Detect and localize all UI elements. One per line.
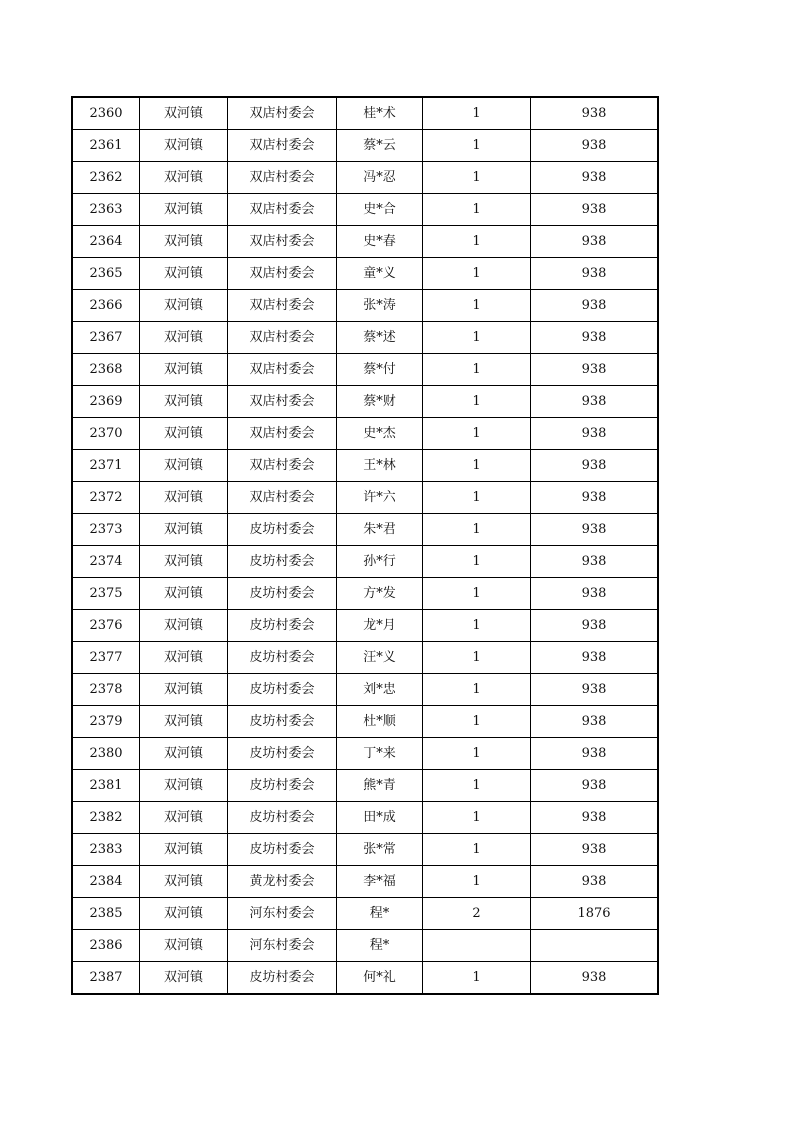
row-number-cell: 2379 [72,706,140,738]
village-committee-cell: 双店村委会 [228,194,337,226]
village-committee-cell: 河东村委会 [228,898,337,930]
village-committee-cell: 皮坊村委会 [228,706,337,738]
town-cell: 双河镇 [140,962,228,995]
table-row [72,674,658,706]
count-cell: 1 [423,482,531,514]
row-number-cell: 2383 [72,834,140,866]
person-name-cell: 蔡*财 [337,386,423,418]
row-number-cell: 2376 [72,610,140,642]
row-number-cell: 2373 [72,514,140,546]
count-cell: 1 [423,290,531,322]
count-cell: 1 [423,354,531,386]
row-number-cell: 2387 [72,962,140,995]
town-cell: 双河镇 [140,642,228,674]
village-committee-cell: 双店村委会 [228,354,337,386]
town-cell: 双河镇 [140,674,228,706]
amount-cell: 938 [531,514,659,546]
town-cell: 双河镇 [140,354,228,386]
table-row [72,322,658,354]
amount-cell: 938 [531,674,659,706]
town-cell: 双河镇 [140,194,228,226]
row-number-cell: 2368 [72,354,140,386]
town-cell: 双河镇 [140,130,228,162]
village-committee-cell: 双店村委会 [228,226,337,258]
person-name-cell: 王*林 [337,450,423,482]
count-cell: 1 [423,578,531,610]
row-number-cell: 2382 [72,802,140,834]
person-name-cell: 史*杰 [337,418,423,450]
count-cell: 1 [423,194,531,226]
count-cell: 1 [423,322,531,354]
village-committee-cell: 双店村委会 [228,258,337,290]
person-name-cell: 程* [337,898,423,930]
table-row [72,578,658,610]
table-row [72,834,658,866]
town-cell: 双河镇 [140,738,228,770]
person-name-cell: 史*春 [337,226,423,258]
row-number-cell: 2362 [72,162,140,194]
amount-cell [531,930,659,962]
table-row [72,354,658,386]
village-committee-cell: 皮坊村委会 [228,738,337,770]
town-cell: 双河镇 [140,322,228,354]
row-number-cell: 2375 [72,578,140,610]
town-cell: 双河镇 [140,450,228,482]
village-committee-cell: 皮坊村委会 [228,770,337,802]
row-number-cell: 2377 [72,642,140,674]
row-number-cell: 2361 [72,130,140,162]
town-cell: 双河镇 [140,258,228,290]
row-number-cell: 2367 [72,322,140,354]
table-row [72,130,658,162]
amount-cell: 938 [531,97,659,130]
village-committee-cell: 皮坊村委会 [228,610,337,642]
row-number-cell: 2378 [72,674,140,706]
row-number-cell: 2369 [72,386,140,418]
amount-cell: 938 [531,482,659,514]
count-cell: 1 [423,386,531,418]
person-name-cell: 丁*来 [337,738,423,770]
table-row [72,482,658,514]
amount-cell: 1876 [531,898,659,930]
village-committee-cell: 双店村委会 [228,322,337,354]
town-cell: 双河镇 [140,578,228,610]
table-row [72,514,658,546]
town-cell: 双河镇 [140,898,228,930]
village-committee-cell: 双店村委会 [228,130,337,162]
person-name-cell: 何*礼 [337,962,423,995]
amount-cell: 938 [531,418,659,450]
person-name-cell: 刘*忠 [337,674,423,706]
table-row [72,546,658,578]
amount-cell: 938 [531,802,659,834]
table-row [72,97,658,130]
town-cell: 双河镇 [140,418,228,450]
table-row [72,770,658,802]
village-committee-cell: 双店村委会 [228,482,337,514]
count-cell: 1 [423,738,531,770]
village-committee-cell: 皮坊村委会 [228,642,337,674]
row-number-cell: 2365 [72,258,140,290]
person-name-cell: 蔡*云 [337,130,423,162]
village-committee-cell: 皮坊村委会 [228,802,337,834]
amount-cell: 938 [531,194,659,226]
amount-cell: 938 [531,258,659,290]
village-committee-cell: 皮坊村委会 [228,514,337,546]
town-cell: 双河镇 [140,866,228,898]
town-cell: 双河镇 [140,482,228,514]
table-row [72,450,658,482]
count-cell: 1 [423,706,531,738]
village-committee-cell: 双店村委会 [228,290,337,322]
row-number-cell: 2384 [72,866,140,898]
table-row [72,226,658,258]
village-committee-cell: 双店村委会 [228,450,337,482]
amount-cell: 938 [531,450,659,482]
town-cell: 双河镇 [140,706,228,738]
town-cell: 双河镇 [140,386,228,418]
town-cell: 双河镇 [140,610,228,642]
amount-cell: 938 [531,290,659,322]
row-number-cell: 2374 [72,546,140,578]
amount-cell: 938 [531,546,659,578]
count-cell: 1 [423,866,531,898]
amount-cell: 938 [531,770,659,802]
count-cell: 1 [423,674,531,706]
village-committee-cell: 黄龙村委会 [228,866,337,898]
village-committee-cell: 皮坊村委会 [228,834,337,866]
row-number-cell: 2363 [72,194,140,226]
count-cell: 1 [423,610,531,642]
count-cell: 1 [423,162,531,194]
count-cell: 1 [423,97,531,130]
count-cell: 1 [423,546,531,578]
count-cell: 1 [423,642,531,674]
count-cell: 1 [423,802,531,834]
person-name-cell: 汪*义 [337,642,423,674]
person-name-cell: 张*常 [337,834,423,866]
town-cell: 双河镇 [140,834,228,866]
table-row [72,962,658,995]
town-cell: 双河镇 [140,770,228,802]
table-row [72,802,658,834]
person-name-cell: 许*六 [337,482,423,514]
person-name-cell: 蔡*付 [337,354,423,386]
village-committee-cell: 双店村委会 [228,162,337,194]
row-number-cell: 2364 [72,226,140,258]
table-row [72,386,658,418]
row-number-cell: 2371 [72,450,140,482]
person-name-cell: 童*义 [337,258,423,290]
amount-cell: 938 [531,130,659,162]
count-cell: 1 [423,258,531,290]
row-number-cell: 2360 [72,97,140,130]
amount-cell: 938 [531,642,659,674]
row-number-cell: 2372 [72,482,140,514]
table-row [72,738,658,770]
town-cell: 双河镇 [140,97,228,130]
table-row [72,866,658,898]
amount-cell: 938 [531,322,659,354]
person-name-cell: 熊*青 [337,770,423,802]
person-name-cell: 朱*君 [337,514,423,546]
row-number-cell: 2385 [72,898,140,930]
town-cell: 双河镇 [140,226,228,258]
count-cell: 1 [423,226,531,258]
count-cell: 2 [423,898,531,930]
amount-cell: 938 [531,162,659,194]
person-name-cell: 龙*月 [337,610,423,642]
town-cell: 双河镇 [140,290,228,322]
amount-cell: 938 [531,354,659,386]
person-name-cell: 蔡*述 [337,322,423,354]
count-cell: 1 [423,514,531,546]
row-number-cell: 2380 [72,738,140,770]
amount-cell: 938 [531,226,659,258]
row-number-cell: 2386 [72,930,140,962]
table-row [72,898,658,930]
amount-cell: 938 [531,866,659,898]
amount-cell: 938 [531,386,659,418]
person-name-cell: 孙*行 [337,546,423,578]
village-committee-cell: 皮坊村委会 [228,578,337,610]
count-cell: 1 [423,770,531,802]
village-committee-cell: 皮坊村委会 [228,546,337,578]
count-cell: 1 [423,962,531,995]
town-cell: 双河镇 [140,162,228,194]
village-committee-cell: 双店村委会 [228,97,337,130]
count-cell [423,930,531,962]
count-cell: 1 [423,418,531,450]
amount-cell: 938 [531,578,659,610]
person-name-cell: 李*福 [337,866,423,898]
count-cell: 1 [423,130,531,162]
table-row [72,610,658,642]
village-committee-cell: 双店村委会 [228,386,337,418]
table-row [72,418,658,450]
person-name-cell: 桂*术 [337,97,423,130]
table-row [72,290,658,322]
village-committee-cell: 皮坊村委会 [228,962,337,995]
person-name-cell: 方*发 [337,578,423,610]
table-body [72,97,658,994]
count-cell: 1 [423,450,531,482]
table-row [72,162,658,194]
table-row [72,642,658,674]
table-row [72,194,658,226]
table-row [72,706,658,738]
person-name-cell: 史*合 [337,194,423,226]
amount-cell: 938 [531,834,659,866]
amount-cell: 938 [531,738,659,770]
row-number-cell: 2370 [72,418,140,450]
village-committee-cell: 皮坊村委会 [228,674,337,706]
town-cell: 双河镇 [140,514,228,546]
town-cell: 双河镇 [140,930,228,962]
table-row [72,258,658,290]
village-committee-cell: 河东村委会 [228,930,337,962]
person-name-cell: 田*成 [337,802,423,834]
data-table [71,96,659,995]
person-name-cell: 程* [337,930,423,962]
person-name-cell: 冯*忍 [337,162,423,194]
person-name-cell: 张*涛 [337,290,423,322]
amount-cell: 938 [531,610,659,642]
village-committee-cell: 双店村委会 [228,418,337,450]
row-number-cell: 2366 [72,290,140,322]
count-cell: 1 [423,834,531,866]
amount-cell: 938 [531,706,659,738]
town-cell: 双河镇 [140,546,228,578]
person-name-cell: 杜*顺 [337,706,423,738]
town-cell: 双河镇 [140,802,228,834]
amount-cell: 938 [531,962,659,995]
row-number-cell: 2381 [72,770,140,802]
table-row [72,930,658,962]
